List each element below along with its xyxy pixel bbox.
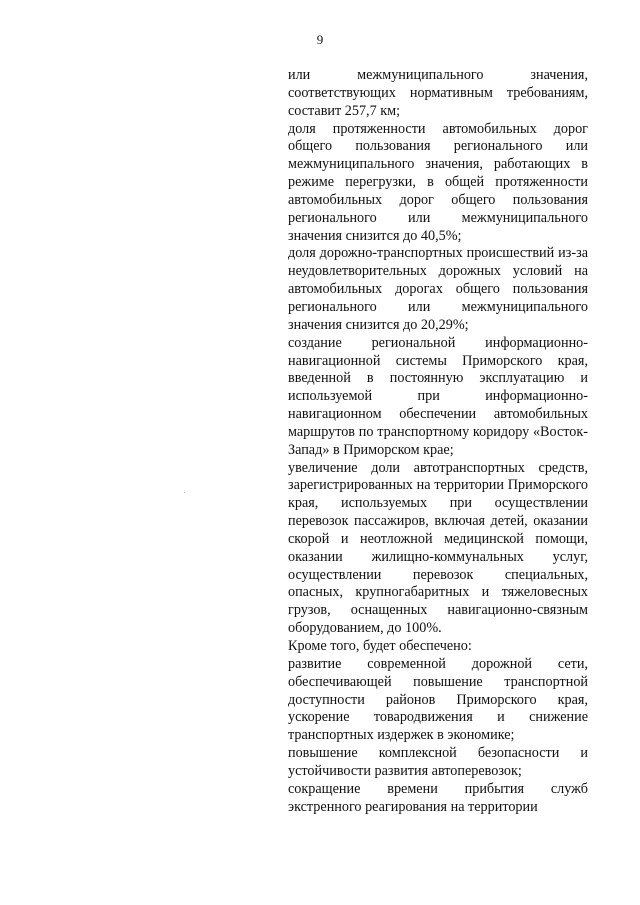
paragraph-emergency-response-time: сокращение времени прибытия служб экстренного реагирования на территории	[288, 780, 588, 815]
page-number: 9	[316, 32, 324, 47]
scan-speck	[184, 492, 185, 493]
paragraph-additionally-intro: Кроме того, будет обеспечено:	[288, 638, 472, 654]
paragraph-vehicles-share: увеличение доли автотранспортных средств, зарегистрированных на территории Приморского края, используемых при осуществлении перевозок пассажиров, включая детей, оказании скорой и неотложной медицинской помощи, оказании жилищно-коммунальных услуг, осуществлении перевозок специальных, опасных, крупногабаритных и тяжеловесных грузов, оснащенных навигационно-связным оборудованием, до 100%.	[288, 459, 588, 637]
paragraph-accidents-share: доля дорожно-транспортных происшествий из-за неудовлетворительных дорожных условий на автомобильных дорогах общего пользования регионального или межмуниципального значения снизится до 20,29%;	[288, 245, 588, 333]
paragraph-navigation-system: создание региональной информационно-навигационной системы Приморского края, введенной в постоянную эксплуатацию и используемой при информационно-навигационном обеспечении автомобильных маршрутов по транспортному коридору «Восток-Запад» в Приморском крае;	[288, 334, 588, 458]
paragraph-transport-safety: повышение комплексной безопасности и устойчивости развития автоперевозок;	[288, 745, 588, 779]
paragraph-overloaded-roads-share: доля протяженности автомобильных дорог общего пользования регионального или межмуниципального значения, работающих в режиме перегрузки, в общей протяженности автомобильных дорог общего пользования регионального или межмуниципального значения снизится до 40,5%;	[288, 120, 588, 244]
document-text-column	[288, 67, 588, 816]
paragraph-road-network-development: развитие современной дорожной сети, обеспечивающей повышение транспортной доступности районов Приморского края, ускорение товародвижения и снижение транспортных издержек в экономике;	[288, 655, 588, 744]
paragraph-road-length-result: или межмуниципального значения, соответствующих нормативным требованиям, составит 257,7 км;	[288, 67, 588, 119]
